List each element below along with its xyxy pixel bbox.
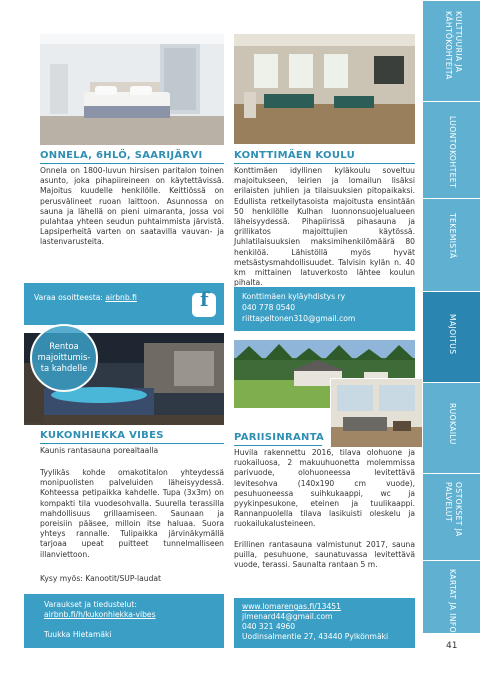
konttimaki-phone[interactable]: 040 778 0540 bbox=[242, 303, 296, 312]
tab-majoitus[interactable] bbox=[423, 291, 480, 382]
tab-ruokailu[interactable] bbox=[423, 382, 480, 473]
section-sidebar bbox=[423, 0, 480, 673]
kukonhiekka-box-contact: Tuukka Hietamäki bbox=[44, 630, 112, 639]
facebook-icon[interactable]: f bbox=[192, 293, 216, 317]
pariisinranta-address: Uodinsalmentie 27, 43440 Pylkönmäki bbox=[242, 632, 389, 641]
tab-kartat-label: KARTAT JA INFO bbox=[448, 569, 457, 634]
pariisinranta-phone[interactable]: 040 321 4960 bbox=[242, 622, 296, 631]
kukonhiekka-box-line-1: Varaukset ja tiedustelut: bbox=[44, 600, 137, 609]
tab-ruokailu-label: RUOKAILU bbox=[448, 403, 457, 445]
pariisinranta-interior-photo bbox=[330, 378, 423, 448]
page-number: 41 bbox=[446, 641, 458, 651]
kukonhiekka-extra: Kysy myös: Kanootit/SUP-laudat bbox=[40, 574, 162, 583]
konttimaki-box-line-1: Konttimäen kyläyhdistys ry bbox=[242, 292, 346, 301]
onnela-bedroom-photo bbox=[40, 34, 224, 145]
tab-tekemista-label: TEKEMISTÄ bbox=[448, 213, 457, 259]
onnela-description: Onnela on 1800-luvun hirsisen paritalon toinen asunto, joka pihapiireineen on käytettävissä. Majoitus kuudelle henkilölle. Keittiössä on perusvälineet ruoan laittoon. Asunnossa on sauna ja lähellä on pieni uimaranta, jossa voi pulahtaa yhteen seudun puhtaimmista järvistä. Lapsiperheitä varten on saatavilla vauvan- ja lastenvarusteita. bbox=[40, 166, 224, 247]
tab-ostokset-label: OSTOKSET JA PALVELUT bbox=[444, 482, 463, 537]
kukonhiekka-airbnb-link[interactable]: airbnb.fi/h/kukonhiekka-vibes bbox=[44, 610, 156, 619]
konttimaki-email[interactable]: riittapeltonen310@gmail.com bbox=[242, 314, 356, 323]
konttimaki-description: Konttimäen idyllinen kyläkoulu soveltuu majoitukseen, leirien ja lomailun lisäksi erilaisten juhlien ja tilaisuuksien pitopaikaksi. Edullista retkeilytasoista majoitusta ensintään 50 henkilölle Kulhan luonnonsuojelualueen läheisyydessä. Pihapiirissä pihasauna ja grillikatos majoittujien käytössä. Juhlatilaisuuksien maksimihenkilömäärä 80 henkilöä. Lähistöllä myös hyvät metsästysmahdollisuudet. Talvisin kylän n. 40 km mittainen latuverkosto lähtee koulun pihalta. bbox=[234, 166, 415, 288]
pariisinranta-contact-box bbox=[234, 598, 415, 648]
tab-luontokohteet[interactable] bbox=[423, 101, 480, 198]
tab-kulttuuria[interactable] bbox=[423, 0, 480, 101]
tab-kulttuuria-label: KULTTUURIA JA KÄHTÖKOHTEITA bbox=[444, 11, 463, 80]
tab-majoitus-label: MAJOITUS bbox=[448, 314, 457, 355]
pariisinranta-email[interactable]: jlmenard44@gmail.com bbox=[242, 612, 333, 621]
tab-luontokohteet-label: LUONTOKOHTEET bbox=[448, 116, 457, 189]
onnela-title: ONNELA, 6HLÖ, SAARIJÄRVI bbox=[40, 150, 224, 164]
kukonhiekka-contact-box bbox=[24, 594, 224, 648]
tab-tekemista[interactable] bbox=[423, 198, 480, 291]
pariisinranta-title: PARIISINRANTA bbox=[234, 432, 322, 446]
kukonhiekka-badge: Rentoa majoittumis- ta kahdelle bbox=[30, 324, 98, 392]
konttimaki-title: KONTTIMÄEN KOULU bbox=[234, 150, 415, 164]
kukonhiekka-description: Tyylikäs kohde omakotitalon yhteydessä monipuolisten palveluiden läheisyydessä. Kohteessa petipaikka kahdelle. Tupa (3x3m) on kompakti tila vuodesohvalla. Suurella terassilla mahdollisuus grillaamiseen. Saunaan ja poreisiin pääsee, milloin itse haluaa. Suora yhteys rannalle. Tulipaikka järvinäkymällä tarjoaa upeat puitteet tunnelmalliseen illanviettoon. bbox=[40, 468, 224, 559]
pariisinranta-description: Huvila rakennettu 2016, tilava olohuone ja ruokailuosa, 2 makuuhuonetta molemmissa parivuode, olohuoneessa levitettävä levitesohva (140x190 cm vuode), pesuhuoneessa suihkukaappi, wc ja pyykinpesukone, eteinen ja tuulikaappi. Rannanpuolella tilava lasikuisti oleskelu ja ruokailukalusteineen. Erillinen rantasauna valmistunut 2017, sauna puilla, pesuhuone, saunatuvassa levitettävä vuode, terassi. Saunalta rantaan 5 m. bbox=[234, 448, 415, 570]
kukonhiekka-subtitle: Kaunis rantasauna porealtaalla bbox=[40, 446, 159, 455]
kukonhiekka-title: KUKONHIEKKA VIBES bbox=[40, 430, 224, 444]
tab-ostokset[interactable] bbox=[423, 473, 480, 560]
pariisinranta-website-link[interactable]: www.lomarengas.fi/13451 bbox=[242, 602, 341, 611]
onnela-box-text: Varaa osoitteesta: bbox=[34, 293, 106, 302]
tab-kartat[interactable] bbox=[423, 560, 480, 633]
konttimaki-classroom-photo bbox=[234, 34, 415, 144]
onnela-airbnb-link[interactable]: airbnb.fi bbox=[105, 293, 137, 302]
konttimaki-contact-box bbox=[234, 287, 415, 331]
onnela-booking-box bbox=[24, 283, 224, 325]
